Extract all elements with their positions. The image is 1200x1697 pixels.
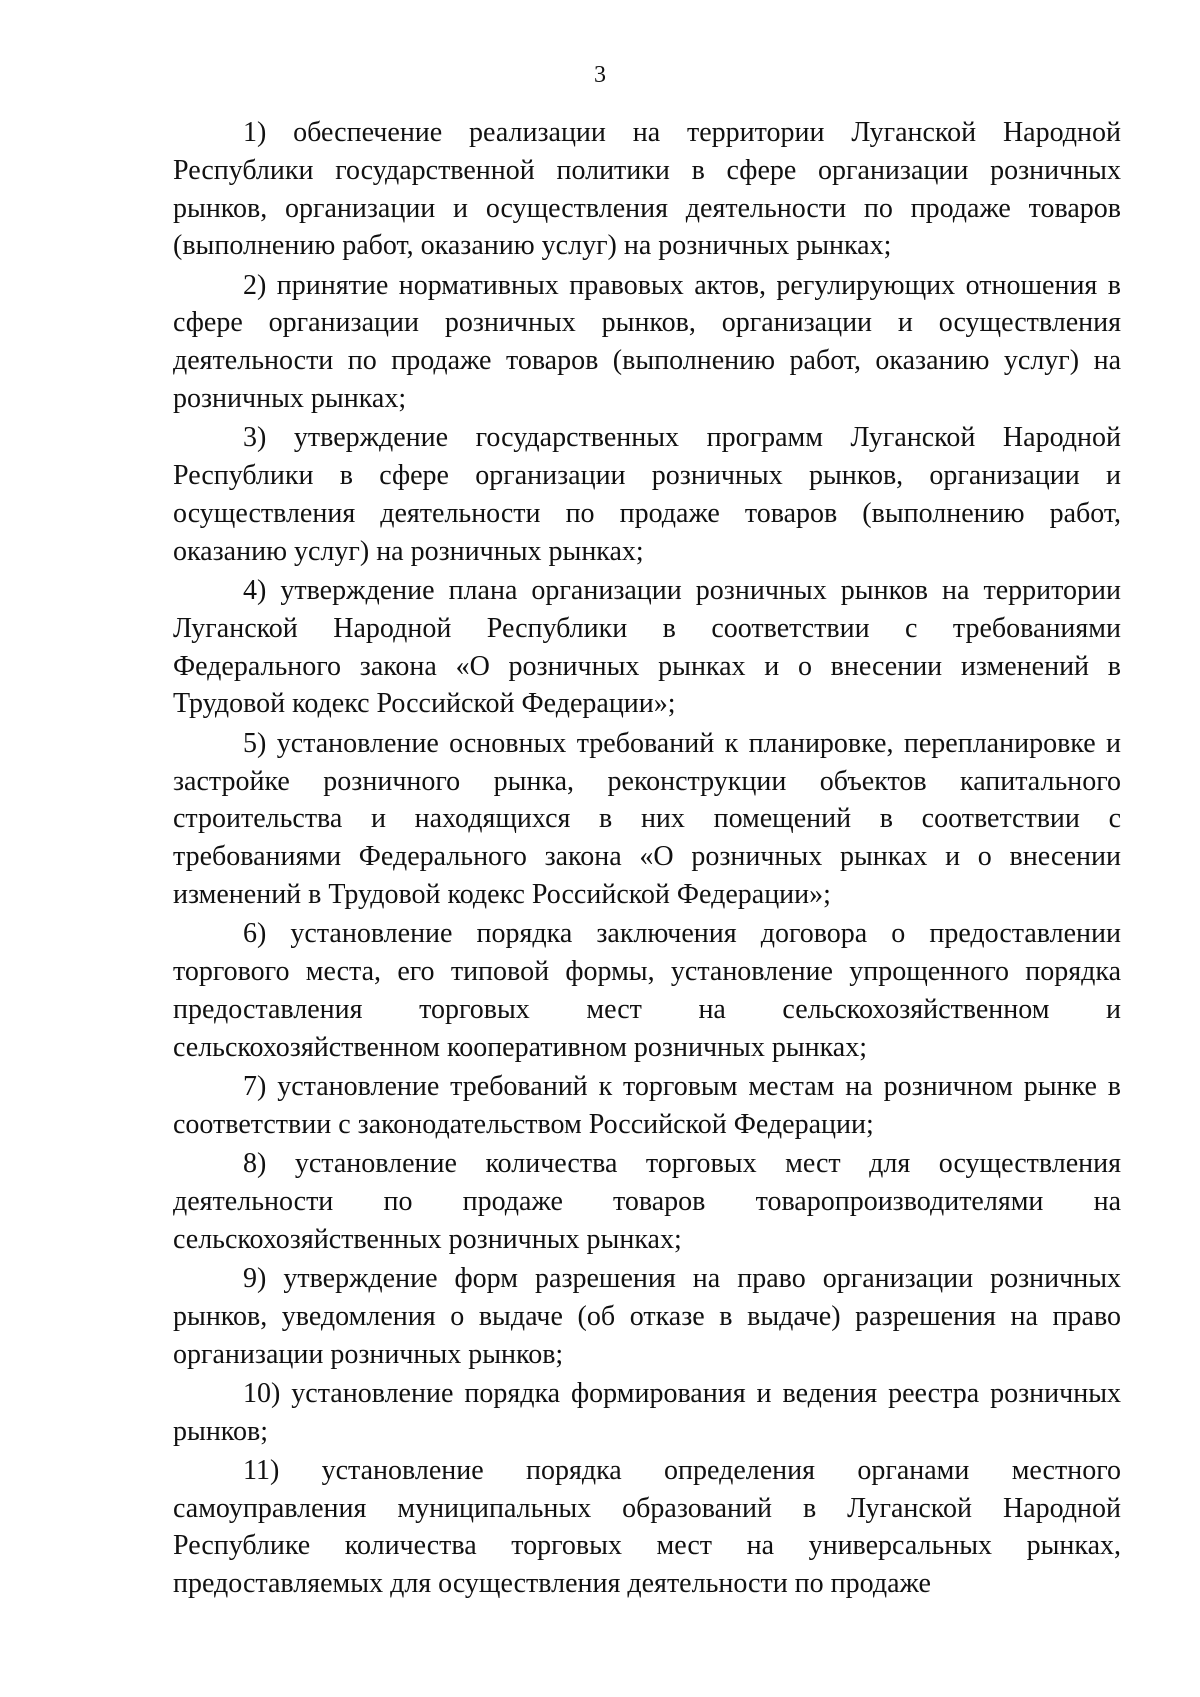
list-item-1: 1) обеспечение реализации на территории Луганской Народной Республики государственной политики в сфере организации розничных рынков, организации и осуществления деятельности по продаже товаров (выполнению работ, оказанию услуг) на розничных рынках; <box>173 117 1121 262</box>
document-body <box>173 114 1121 1605</box>
list-item-3: 3) утверждение государственных программ Луганской Народной Республики в сфере организации розничных рынков, организации и осуществления деятельности по продаже товаров (выполнению работ, оказанию услуг) на розничных рынках; <box>173 422 1121 567</box>
page-number: 3 <box>594 62 606 88</box>
list-item-4: 4) утверждение плана организации розничных рынков на территории Луганской Народной Республики в соответствии с требованиями Федерального закона «О розничных рынках и о внесении изменений в Трудовой кодекс Российской Федерации»; <box>173 575 1121 720</box>
list-item-10: 10) установление порядка формирования и ведения реестра розничных рынков; <box>173 1377 1121 1447</box>
list-item-7: 7) установление требований к торговым местам на розничном рынке в соответствии с законодательством Российской Федерации; <box>173 1070 1121 1140</box>
list-item-2: 2) принятие нормативных правовых актов, регулирующих отношения в сфере организации розничных рынков, организации и осуществления деятельности по продаже товаров (выполнению работ, оказанию услуг) на розничных рынках; <box>173 269 1121 415</box>
list-item-11: 11) установление порядка определения органами местного самоуправления муниципальных образований в Луганской Народной Республике количества торговых мест на универсальных рынках, предоставляемых для осуществления деятельности по продаже <box>173 1454 1121 1600</box>
list-item-5: 5) установление основных требований к планировке, перепланировке и застройке розничного рынка, реконструкции объектов капитального строительства и находящихся в них помещений в соответствии с требованиями Федерального закона «О розничных рынках и о внесении изменений в Трудовой кодекс Российской Федерации»; <box>173 727 1121 910</box>
list-item-8: 8) установление количества торговых мест для осуществления деятельности по продаже товаров товаропроизводителями на сельскохозяйственных розничных рынках; <box>173 1148 1121 1255</box>
list-item-9: 9) утверждение форм разрешения на право организации розничных рынков, уведомления о выдаче (об отказе в выдаче) разрешения на право организации розничных рынков; <box>173 1262 1121 1370</box>
list-item-6: 6) установление порядка заключения договора о предоставлении торгового места, его типовой формы, установление упрощенного порядка предоставления торговых мест на сельскохозяйственном и сельскохозяйственном кооперативном розничных рынках; <box>173 918 1121 1063</box>
